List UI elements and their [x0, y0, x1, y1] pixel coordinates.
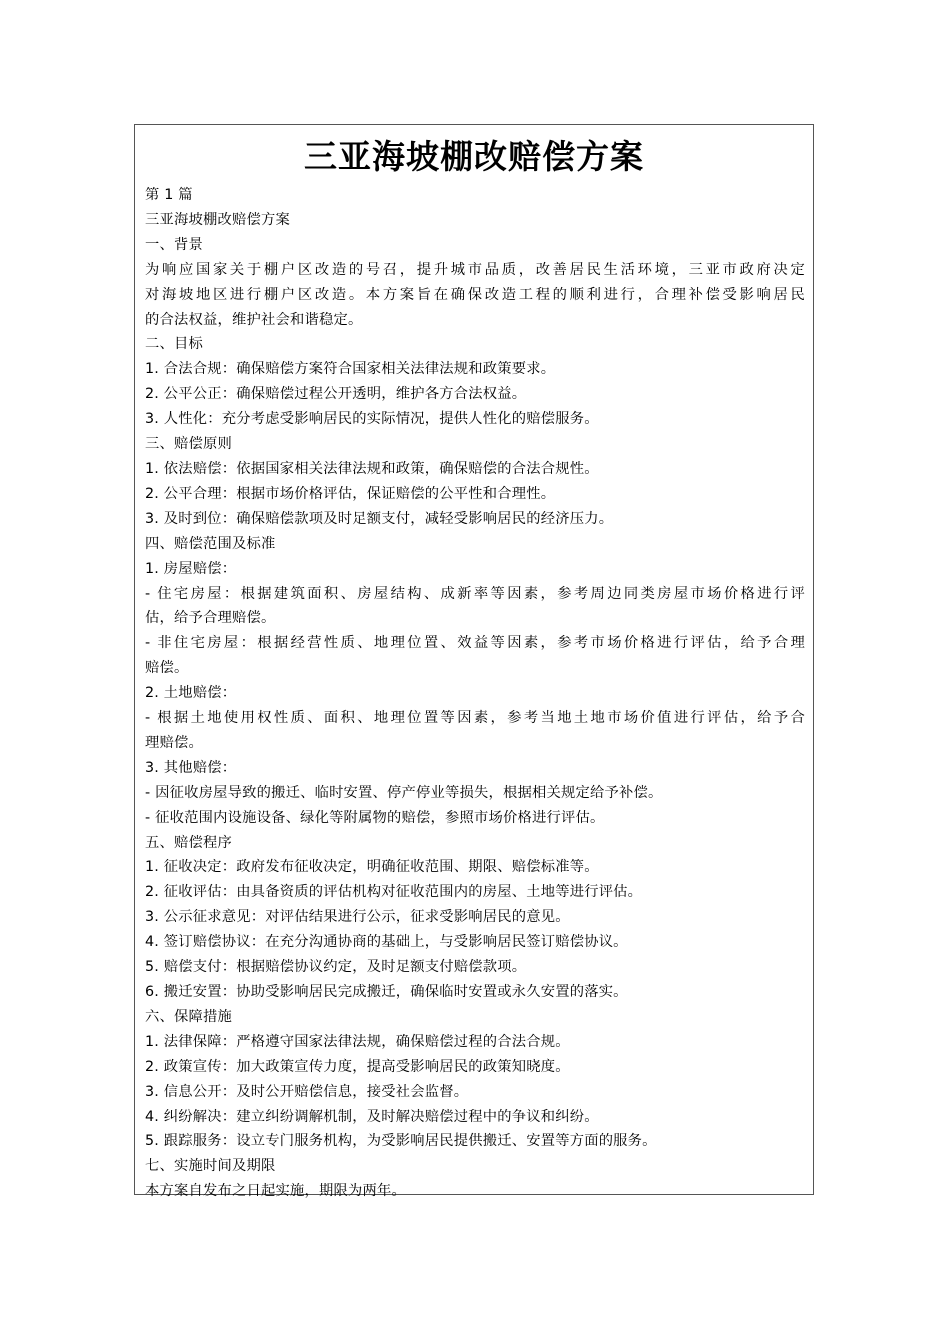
text-line: 五、赔偿程序 — [145, 834, 232, 851]
text-line: 3. 其他赔偿： — [145, 759, 237, 776]
text-line: - 非住宅房屋：根据经营性质、地理位置、效益等因素，参考市场价格进行评估，给予合理 — [145, 635, 805, 652]
text-line: 为响应国家关于棚户区改造的号召，提升城市品质，改善居民生活环境，三亚市政府决定 — [145, 261, 805, 278]
text-line: 七、实施时间及期限 — [145, 1158, 276, 1175]
text-line: 1. 合法合规：确保赔偿方案符合国家相关法律法规和政策要求。 — [145, 361, 556, 378]
text-line: 三、赔偿原则 — [145, 436, 232, 453]
text-line: 估，给予合理赔偿。 — [145, 610, 276, 627]
text-line: 赔偿。 — [145, 660, 189, 677]
text-line: 的合法权益，维护社会和谐稳定。 — [145, 311, 363, 328]
text-line: - 住宅房屋：根据建筑面积、房屋结构、成新率等因素，参考周边同类房屋市场价格进行评 — [145, 585, 805, 602]
text-line: 对海坡地区进行棚户区改造。本方案旨在确保改造工程的顺利进行，合理补偿受影响居民 — [145, 286, 805, 303]
text-line: 6. 搬迁安置：协助受影响居民完成搬迁，确保临时安置或永久安置的落实。 — [145, 984, 628, 1000]
text-line: - 征收范围内设施设备、绿化等附属物的赔偿，参照市场价格进行评估。 — [145, 809, 605, 826]
text-line: 1. 依法赔偿：依据国家相关法律法规和政策，确保赔偿的合法合规性。 — [145, 460, 599, 477]
text-line: 3. 公示征求意见：对评估结果进行公示，征求受影响居民的意见。 — [145, 909, 570, 926]
text-line: 理赔偿。 — [145, 734, 203, 751]
text-line: 1. 征收决定：政府发布征收决定，明确征收范围、期限、赔偿标准等。 — [145, 859, 599, 876]
text-line: 3. 信息公开：及时公开赔偿信息，接受社会监督。 — [145, 1083, 469, 1100]
text-line: 5. 跟踪服务：设立专门服务机构，为受影响居民提供搬迁、安置等方面的服务。 — [145, 1133, 657, 1150]
text-line: 3. 人性化：充分考虑受影响居民的实际情况，提供人性化的赔偿服务。 — [145, 411, 599, 428]
text-line: 3. 及时到位：确保赔偿款项及时足额支付，减轻受影响居民的经济压力。 — [145, 510, 614, 527]
text-line: 三亚海坡棚改赔偿方案 — [145, 211, 290, 228]
document-body — [135, 183, 813, 1204]
text-line: 2. 公平合理：根据市场价格评估，保证赔偿的公平性和合理性。 — [145, 485, 556, 502]
text-line: 4. 签订赔偿协议：在充分沟通协商的基础上，与受影响居民签订赔偿协议。 — [145, 934, 628, 951]
text-line: 二、目标 — [145, 336, 203, 353]
text-line: 1. 房屋赔偿： — [145, 560, 237, 577]
text-line: 1. 法律保障：严格遵守国家法律法规，确保赔偿过程的合法合规。 — [145, 1033, 570, 1050]
text-line: - 因征收房屋导致的搬迁、临时安置、停产停业等损失，根据相关规定给予补偿。 — [145, 784, 663, 801]
document-title: 三亚海坡棚改赔偿方案 — [304, 137, 644, 176]
text-line: 4. 纠纷解决：建立纠纷调解机制，及时解决赔偿过程中的争议和纠纷。 — [145, 1108, 599, 1125]
text-line: 2. 土地赔偿： — [145, 685, 237, 702]
text-line: 2. 政策宣传：加大政策宣传力度，提高受影响居民的政策知晓度。 — [145, 1058, 570, 1075]
text-line: 一、背景 — [145, 236, 203, 253]
text-line: 四、赔偿范围及标准 — [145, 535, 276, 552]
text-line: 六、保障措施 — [145, 1008, 232, 1025]
text-line: 2. 公平公正：确保赔偿过程公开透明，维护各方合法权益。 — [145, 386, 527, 403]
text-line: 第 1 篇 — [145, 187, 193, 203]
text-line: 5. 赔偿支付：根据赔偿协议约定，及时足额支付赔偿款项。 — [145, 959, 527, 976]
document-frame — [134, 124, 814, 1200]
text-line: 本方案自发布之日起实施，期限为两年。 — [145, 1183, 406, 1200]
text-line: - 根据土地使用权性质、面积、地理位置等因素，参考当地土地市场价值进行评估，给予合 — [145, 710, 805, 727]
text-line: 2. 征收评估：由具备资质的评估机构对征收范围内的房屋、土地等进行评估。 — [145, 884, 643, 901]
